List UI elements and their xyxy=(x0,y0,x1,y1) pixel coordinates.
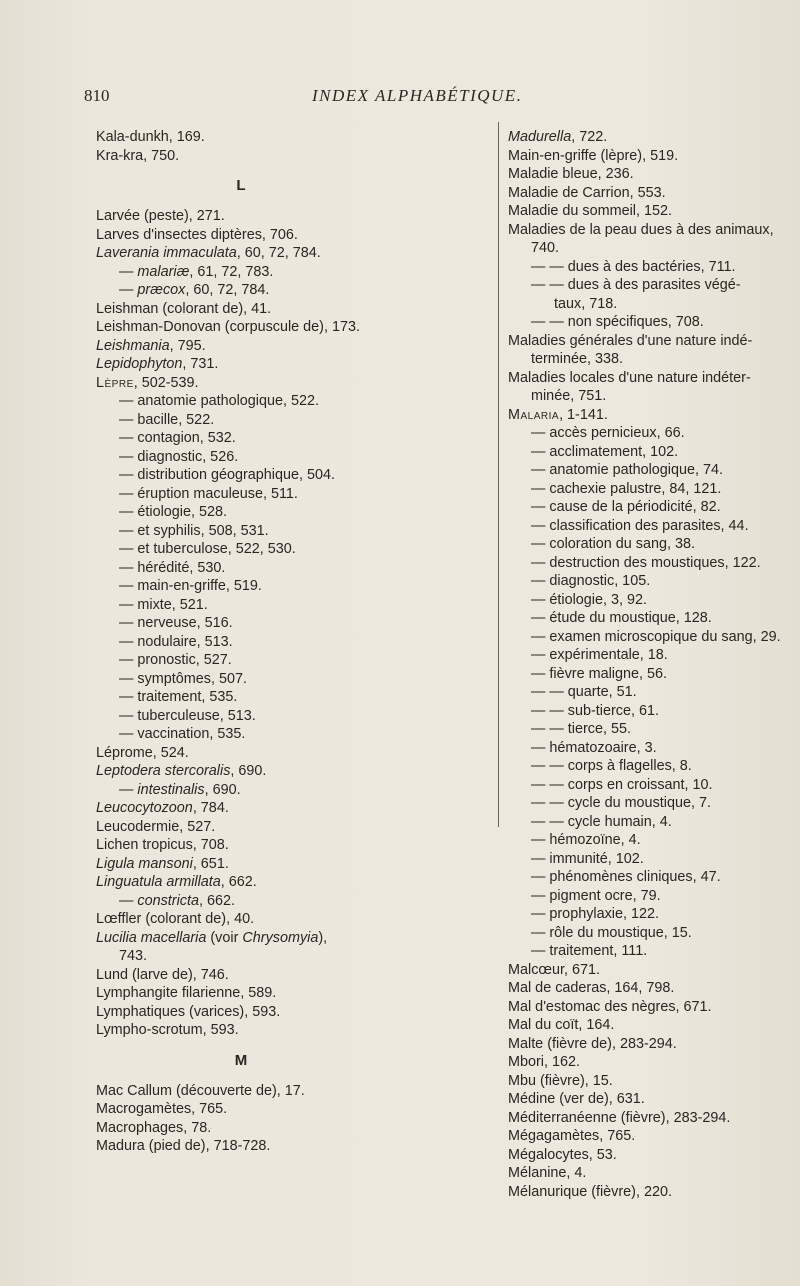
page-refs: , 690. xyxy=(204,781,241,798)
index-subentry: — traitement, 535. xyxy=(119,689,238,705)
subentry-text: vaccination, 535. xyxy=(137,726,246,742)
subentry-text: rôle du moustique, 15. xyxy=(549,924,692,941)
index-entry: Lund (larve de), 746. xyxy=(96,966,229,983)
index-subentry: — traitement, 111. xyxy=(531,943,648,959)
index-subentry: — — sub-tierce, 61. xyxy=(531,702,659,719)
page-refs: , 722. xyxy=(571,129,608,145)
subentry-text: hémozoïne, 4. xyxy=(549,832,641,848)
index-entry xyxy=(96,244,431,263)
see-also-text: (voir xyxy=(206,929,243,946)
index-subentry: — vaccination, 535. xyxy=(119,726,246,742)
right-column xyxy=(508,128,800,1201)
subentry-text: examen microscopique du sang, 29. xyxy=(549,628,781,645)
subentry-text: et tuberculose, 522, 530. xyxy=(137,541,296,557)
index-subentry: — cachexie palustre, 84, 121. xyxy=(531,480,722,497)
taxon-name: Leucocytozoon xyxy=(96,800,193,816)
section-letter-l: L xyxy=(236,177,246,194)
index-entry: Mégalocytes, 53. xyxy=(508,1146,617,1163)
taxon-name: Leptodera stercoralis xyxy=(96,763,231,779)
taxon-name: Leishmania xyxy=(96,337,170,354)
main-heading: Malaria xyxy=(508,406,560,423)
taxon-name: constricta xyxy=(137,892,199,909)
index-entry: Lymphangite filarienne, 589. xyxy=(96,985,277,1001)
index-subentry: — étude du moustique, 128. xyxy=(531,610,712,626)
index-entry: Maladies locales d'une nature indéter- xyxy=(508,369,751,386)
index-subentry: — — quarte, 51. xyxy=(531,684,637,700)
index-subentry: — destruction des moustiques, 122. xyxy=(531,554,761,571)
entry-continuation: minée, 751. xyxy=(531,388,607,404)
index-subentry: — anatomie pathologique, 522. xyxy=(119,393,320,409)
page-refs: , 61, 72, 783. xyxy=(189,263,274,280)
index-subentry: — diagnostic, 105. xyxy=(531,573,651,589)
index-subentry: — constricta, 662. xyxy=(119,892,235,909)
index-subentry: — accès pernicieux, 66. xyxy=(531,425,685,441)
index-entry: Leishman-Donovan (corpuscule de), 173. xyxy=(96,319,360,335)
index-entry xyxy=(96,799,431,818)
index-subentry: — — dues à des parasites végé- xyxy=(531,277,741,293)
subentry-text: étude du moustique, 128. xyxy=(549,610,712,626)
index-entry: Kra-kra, 750. xyxy=(96,147,180,164)
taxon-name: Chrysomyia xyxy=(242,929,319,946)
subentry-text: hérédité, 530. xyxy=(137,559,226,576)
index-entry: Malte (fièvre de), 283-294. xyxy=(508,1035,677,1052)
subentry-text: fièvre maligne, 56. xyxy=(549,665,667,682)
index-entry xyxy=(96,873,431,892)
section-letter-m: M xyxy=(234,1051,248,1069)
index-entry: Macrophages, 78. xyxy=(96,1119,212,1136)
index-subentry: — étiologie, 3, 92. xyxy=(531,591,647,608)
page-header xyxy=(84,86,724,110)
index-entry: Léprome, 524. xyxy=(96,744,189,761)
subentry-text: main-en-griffe, 519. xyxy=(137,578,262,594)
taxon-name: Linguatula armillata xyxy=(96,874,221,890)
index-subentry: — étiologie, 528. xyxy=(119,504,228,520)
index-entry: Leishman (colorant de), 41. xyxy=(96,300,272,317)
entry-continuation: 743. xyxy=(119,948,148,964)
index-entry: Mal du coït, 164. xyxy=(508,1017,615,1033)
subentry-text: cause de la périodicité, 82. xyxy=(549,499,721,515)
subentry-text: — cycle humain, 4. xyxy=(549,813,672,830)
index-subentry: — nerveuse, 516. xyxy=(119,615,233,631)
index-subentry: — fièvre maligne, 56. xyxy=(531,665,667,682)
index-entry: Mélanurique (fièvre), 220. xyxy=(508,1183,672,1200)
index-entry: Maladie bleue, 236. xyxy=(508,166,634,182)
index-entry: Maladies générales d'une nature indé- xyxy=(508,332,753,349)
index-entry xyxy=(508,128,800,147)
subentry-text: — corps en croissant, 10. xyxy=(549,776,713,793)
index-subentry: — — cycle humain, 4. xyxy=(531,813,672,830)
subentry-text: — quarte, 51. xyxy=(549,684,637,700)
index-subentry: — malariæ, 61, 72, 783. xyxy=(119,263,274,280)
subentry-text: coloration du sang, 38. xyxy=(549,536,695,552)
index-subentry: — hémozoïne, 4. xyxy=(531,832,641,848)
index-entry: Kala-dunkh, 169. xyxy=(96,129,205,145)
index-entry: Malcœur, 671. xyxy=(508,961,600,978)
index-entry xyxy=(96,929,431,948)
subentry-text: étiologie, 3, 92. xyxy=(549,591,647,608)
subentry-text: mixte, 521. xyxy=(137,596,208,613)
page-refs: , 60, 72, 784. xyxy=(236,245,321,261)
index-entry: Lichen tropicus, 708. xyxy=(96,837,229,853)
index-entry: Main-en-griffe (lèpre), 519. xyxy=(508,147,679,164)
subentry-text: expérimentale, 18. xyxy=(549,647,668,663)
index-entry: Mégagamètes, 765. xyxy=(508,1128,636,1144)
subentry-text: éruption maculeuse, 511. xyxy=(137,485,298,502)
index-subentry: — et syphilis, 508, 531. xyxy=(119,522,269,539)
page-refs: , 662. xyxy=(198,892,235,909)
page-refs: , 502-539. xyxy=(133,374,199,391)
index-subentry: — éruption maculeuse, 511. xyxy=(119,485,298,502)
index-subentry: — intestinalis, 690. xyxy=(119,781,241,798)
index-entry: Lœffler (colorant de), 40. xyxy=(96,911,255,927)
subentry-text: et syphilis, 508, 531. xyxy=(137,522,269,539)
subentry-text: — sub-tierce, 61. xyxy=(549,702,659,719)
subentry-text: accès pernicieux, 66. xyxy=(549,425,685,441)
index-subentry: — symptômes, 507. xyxy=(119,670,247,687)
left-column xyxy=(96,128,431,1156)
subentry-text: classification des parasites, 44. xyxy=(549,517,749,534)
subentry-text: — tierce, 55. xyxy=(549,721,631,737)
index-subentry: — pronostic, 527. xyxy=(119,652,232,668)
index-entry xyxy=(508,406,800,425)
index-subentry: — prophylaxie, 122. xyxy=(531,906,659,922)
subentry-text: diagnostic, 526. xyxy=(137,448,239,465)
page-refs: , 795. xyxy=(169,337,206,354)
index-subentry: — nodulaire, 513. xyxy=(119,633,233,650)
index-entry: Mbori, 162. xyxy=(508,1054,580,1070)
page-refs: , 784. xyxy=(192,800,229,816)
index-subentry: — tuberculeuse, 513. xyxy=(119,707,256,724)
index-subentry: — — non spécifiques, 708. xyxy=(531,314,704,330)
index-subentry: — bacille, 522. xyxy=(119,411,215,428)
subentry-text: diagnostic, 105. xyxy=(549,573,651,589)
subentry-text: destruction des moustiques, 122. xyxy=(549,554,761,571)
subentry-text: symptômes, 507. xyxy=(137,670,247,687)
index-subentry: — — dues à des bactéries, 711. xyxy=(531,258,736,275)
page-refs: , 662. xyxy=(220,874,257,890)
index-subentry: — phénomènes cliniques, 47. xyxy=(531,869,721,885)
subentry-text: hématozoaire, 3. xyxy=(549,739,657,756)
taxon-name: Madurella xyxy=(508,129,572,145)
subentry-text: contagion, 532. xyxy=(137,430,236,446)
taxon-name: Lucilia macellaria xyxy=(96,929,207,946)
subentry-text: nerveuse, 516. xyxy=(137,615,233,631)
index-subentry: — expérimentale, 18. xyxy=(531,647,668,663)
taxon-name: intestinalis xyxy=(137,781,205,798)
index-subentry: — contagion, 532. xyxy=(119,430,236,446)
subentry-text: traitement, 535. xyxy=(137,689,238,705)
index-subentry: — distribution géographique, 504. xyxy=(119,467,336,483)
index-entry: Mal d'estomac des nègres, 671. xyxy=(508,998,712,1015)
subentry-text: phénomènes cliniques, 47. xyxy=(549,869,721,885)
subentry-text: distribution géographique, 504. xyxy=(137,467,336,483)
index-subentry: — coloration du sang, 38. xyxy=(531,536,695,552)
index-subentry: — examen microscopique du sang, 29. xyxy=(531,628,781,645)
page-refs: , 690. xyxy=(230,763,267,779)
index-subentry: — anatomie pathologique, 74. xyxy=(531,462,724,478)
subentry-text: acclimatement, 102. xyxy=(549,443,679,460)
subentry-text: étiologie, 528. xyxy=(137,504,228,520)
index-entry: Mélanine, 4. xyxy=(508,1165,587,1181)
subentry-text: anatomie pathologique, 522. xyxy=(137,393,320,409)
subentry-text: — dues à des bactéries, 711. xyxy=(549,258,736,275)
index-entry: Madura (pied de), 718-728. xyxy=(96,1138,271,1154)
taxon-name: Lepidophyton xyxy=(96,356,183,372)
subentry-text: — non spécifiques, 708. xyxy=(549,314,704,330)
column-divider xyxy=(498,122,499,827)
subentry-text: cachexie palustre, 84, 121. xyxy=(549,480,722,497)
index-subentry: — — corps en croissant, 10. xyxy=(531,776,713,793)
running-title: INDEX ALPHABÉTIQUE. xyxy=(312,86,523,105)
subentry-text: — dues à des parasites végé- xyxy=(549,277,741,293)
page-number: 810 xyxy=(84,86,110,105)
subentry-text: prophylaxie, 122. xyxy=(549,906,659,922)
subentry-text: nodulaire, 513. xyxy=(137,633,233,650)
subentry-text: traitement, 111. xyxy=(549,943,648,959)
page-refs: , 731. xyxy=(182,356,219,372)
taxon-name: Laverania immaculata xyxy=(96,245,237,261)
index-entry: Leucodermie, 527. xyxy=(96,818,216,835)
subentry-text: immunité, 102. xyxy=(549,850,644,867)
page-refs: , 60, 72, 784. xyxy=(185,282,270,298)
punctuation: ), xyxy=(318,929,328,946)
subentry-text: pigment ocre, 79. xyxy=(549,887,661,904)
index-subentry: — rôle du moustique, 15. xyxy=(531,924,692,941)
index-subentry: — pigment ocre, 79. xyxy=(531,887,661,904)
index-subentry: — acclimatement, 102. xyxy=(531,443,679,460)
subentry-text: bacille, 522. xyxy=(137,411,215,428)
subentry-text: tuberculeuse, 513. xyxy=(137,707,256,724)
index-entry: Macrogamètes, 765. xyxy=(96,1101,228,1117)
index-subentry: — classification des parasites, 44. xyxy=(531,517,749,534)
index-entry: Mac Callum (découverte de), 17. xyxy=(96,1082,305,1099)
index-subentry: — — corps à flagelles, 8. xyxy=(531,758,692,774)
index-entry xyxy=(96,374,431,393)
page-refs: , 651. xyxy=(192,855,229,872)
subentry-text: anatomie pathologique, 74. xyxy=(549,462,724,478)
index-entry: Mbu (fièvre), 15. xyxy=(508,1072,613,1089)
index-entry: Larves d'insectes diptères, 706. xyxy=(96,226,298,243)
index-entry xyxy=(96,355,431,374)
subentry-text: — corps à flagelles, 8. xyxy=(549,758,692,774)
entry-continuation: taux, 718. xyxy=(554,295,618,312)
index-entry xyxy=(96,337,431,356)
main-heading: Lèpre xyxy=(96,374,134,391)
entry-continuation: terminée, 338. xyxy=(531,351,623,367)
index-subentry: — — cycle du moustique, 7. xyxy=(531,795,711,811)
index-entry: Lymphatiques (varices), 593. xyxy=(96,1003,281,1020)
taxon-name: malariæ xyxy=(137,263,190,280)
index-subentry: — immunité, 102. xyxy=(531,850,644,867)
index-subentry: — diagnostic, 526. xyxy=(119,448,239,465)
index-entry: Maladies de la peau dues à des animaux, xyxy=(508,221,774,238)
index-subentry: — et tuberculose, 522, 530. xyxy=(119,541,296,557)
index-entry: Maladie du sommeil, 152. xyxy=(508,203,672,219)
index-subentry: — main-en-griffe, 519. xyxy=(119,578,262,594)
index-entry: Lympho-scrotum, 593. xyxy=(96,1022,239,1038)
page-refs: , 1-141. xyxy=(559,406,608,423)
index-entry xyxy=(96,762,431,781)
index-entry: Médine (ver de), 631. xyxy=(508,1091,645,1107)
index-entry: Maladie de Carrion, 553. xyxy=(508,184,666,201)
index-entry: Larvée (peste), 271. xyxy=(96,208,225,224)
index-subentry: — cause de la périodicité, 82. xyxy=(531,499,721,515)
index-entry: Méditerranéenne (fièvre), 283-294. xyxy=(508,1109,731,1126)
index-subentry: — præcox, 60, 72, 784. xyxy=(119,282,270,298)
index-subentry: — hérédité, 530. xyxy=(119,559,226,576)
index-subentry: — — tierce, 55. xyxy=(531,721,631,737)
subentry-text: pronostic, 527. xyxy=(137,652,232,668)
entry-continuation: 740. xyxy=(531,240,560,256)
taxon-name: Ligula mansoni xyxy=(96,855,193,872)
subentry-text: — cycle du moustique, 7. xyxy=(549,795,711,811)
index-subentry: — hématozoaire, 3. xyxy=(531,739,657,756)
index-entry xyxy=(96,855,431,874)
taxon-name: præcox xyxy=(137,282,186,298)
index-entry: Mal de caderas, 164, 798. xyxy=(508,980,675,996)
index-subentry: — mixte, 521. xyxy=(119,596,208,613)
